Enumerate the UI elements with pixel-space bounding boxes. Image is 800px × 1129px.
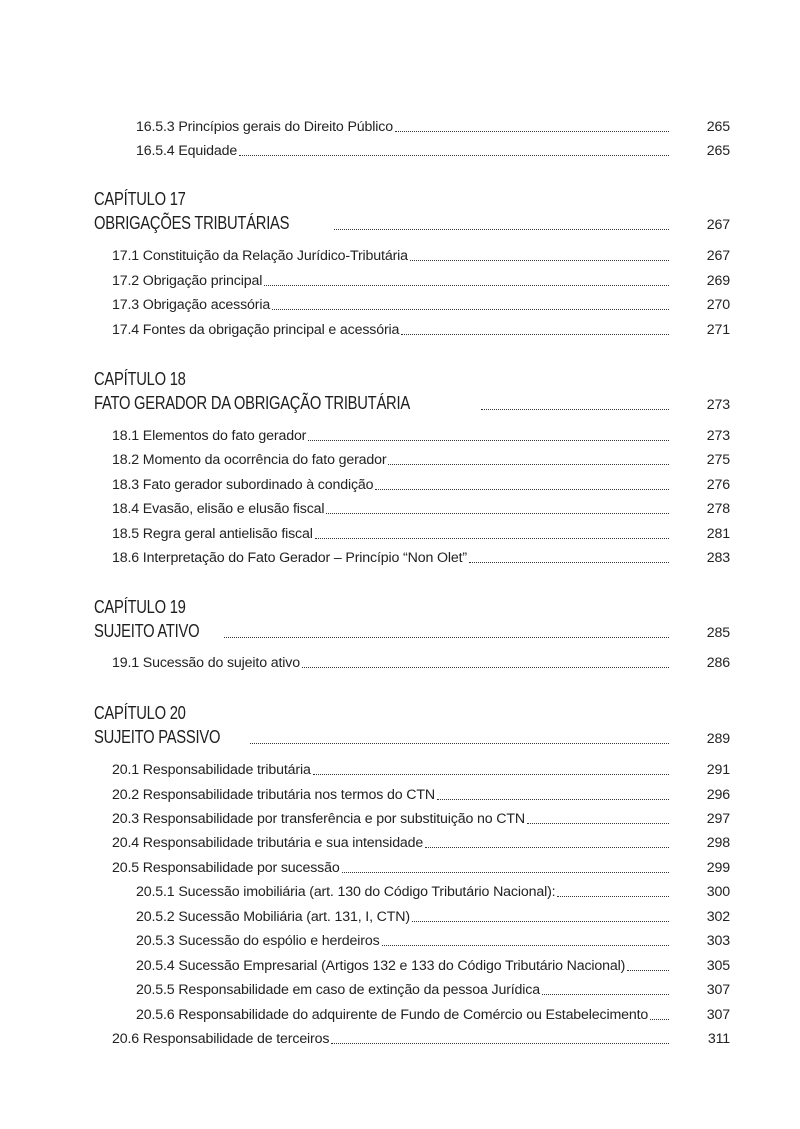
dot-leader [542, 994, 669, 995]
dot-leader [650, 1019, 669, 1020]
toc-entry-label: 18.2 Momento da ocorrência do fato gerador [112, 452, 387, 468]
toc-entry[interactable] [136, 953, 730, 975]
toc-entry[interactable] [112, 830, 730, 852]
chapter-label: CAPÍTULO 19 [94, 597, 186, 617]
dot-leader [410, 260, 669, 261]
toc-entry-label: 20.5.2 Sucessão Mobiliária (art. 131, I, CTN) [136, 909, 410, 925]
toc-entry-page: 298 [706, 835, 730, 851]
dot-leader [412, 921, 669, 922]
dot-leader [527, 823, 669, 824]
toc-entry-label: 20.1 Responsabilidade tributária [112, 762, 311, 778]
dot-leader [239, 155, 669, 156]
toc-entry[interactable] [136, 138, 730, 160]
toc-entry-page: 265 [706, 143, 730, 159]
toc-entry[interactable] [112, 292, 730, 314]
toc-entry-label: 18.1 Elementos do fato gerador [112, 428, 307, 444]
toc-entry[interactable] [112, 317, 730, 339]
toc-entry-label: 20.5.4 Sucessão Empresarial (Artigos 132 e 133 do Código Tributário Nacional) [136, 958, 626, 974]
toc-entry-label: 20.6 Responsabilidade de terceiros [112, 1031, 330, 1047]
toc-entry[interactable] [112, 782, 730, 804]
chapter-label: CAPÍTULO 17 [94, 189, 186, 209]
toc-entry-label: 19.1 Sucessão do sujeito ativo [112, 655, 300, 671]
dot-leader [331, 1043, 669, 1044]
toc-entry-label: 17.3 Obrigação acessória [112, 297, 271, 313]
dot-leader [557, 896, 669, 897]
toc-entry-page: 267 [706, 248, 730, 264]
chapter-page: 285 [706, 625, 730, 641]
toc-entry-page: 269 [706, 273, 730, 289]
dot-leader [395, 131, 669, 132]
dot-leader [315, 538, 669, 539]
toc-entry-label: 17.4 Fontes da obrigação principal e acessória [112, 322, 400, 338]
toc-entry[interactable] [112, 1026, 730, 1048]
toc-entry-label: 20.5.6 Responsabilidade do adquirente de Fundo de Comércio ou Estabelecimento [136, 1007, 649, 1023]
toc-entry[interactable] [112, 757, 730, 779]
toc-entry-label: 20.3 Responsabilidade por transferência e por substituição no CTN [112, 811, 525, 827]
dot-leader [342, 872, 669, 873]
toc-entry-page: 303 [706, 933, 730, 949]
toc-entry[interactable] [136, 879, 730, 901]
dot-leader [308, 440, 669, 441]
toc-entry-label: 20.4 Responsabilidade tributária e sua intensidade [112, 835, 424, 851]
toc-entry[interactable] [112, 423, 730, 445]
chapter-label: CAPÍTULO 20 [94, 703, 186, 723]
dot-leader [250, 743, 669, 744]
dot-leader [469, 562, 669, 563]
toc-entry[interactable] [112, 806, 730, 828]
dot-leader [401, 334, 669, 335]
toc-entry-page: 296 [706, 787, 730, 803]
toc-entry-page: 283 [706, 550, 730, 566]
toc-entry[interactable] [136, 928, 730, 950]
toc-entry-page: 297 [706, 811, 730, 827]
toc-entry-label: 17.2 Obrigação principal [112, 273, 263, 289]
toc-entry-page: 273 [706, 428, 730, 444]
dot-leader [302, 667, 669, 668]
chapter-title: OBRIGAÇÕES TRIBUTÁRIAS [94, 213, 290, 233]
toc-entry-label: 20.2 Responsabilidade tributária nos termos do CTN [112, 787, 435, 803]
toc-entry[interactable] [112, 472, 730, 494]
toc-entry-page: 291 [706, 762, 730, 778]
dot-leader [326, 513, 669, 514]
dot-leader [481, 409, 669, 410]
toc-entry-page: 311 [707, 1031, 730, 1047]
toc-entry-page: 270 [706, 297, 730, 313]
toc-entry-label: 18.5 Regra geral antielisão fiscal [112, 526, 313, 542]
toc-entry-page: 278 [706, 501, 730, 517]
toc-entry-page: 307 [706, 982, 730, 998]
toc-entry-label: 18.6 Interpretação do Fato Gerador – Princípio “Non Olet” [112, 550, 467, 566]
toc-entry-label: 18.4 Evasão, elisão e elusão fiscal [112, 501, 325, 517]
toc-entry-page: 302 [706, 909, 730, 925]
toc-entry-page: 265 [706, 119, 730, 135]
toc-entry-page: 286 [706, 655, 730, 671]
dot-leader [425, 847, 669, 848]
toc-entry[interactable] [112, 496, 730, 518]
toc-entry-page: 271 [706, 322, 730, 338]
toc-entry-page: 307 [706, 1007, 730, 1023]
toc-entry-page: 300 [706, 884, 730, 900]
dot-leader [627, 970, 669, 971]
chapter-page: 267 [706, 217, 730, 233]
dot-leader [437, 799, 669, 800]
chapter-title: SUJEITO ATIVO [94, 621, 200, 641]
dot-leader [264, 285, 669, 286]
toc-entry-label: 20.5 Responsabilidade por sucessão [112, 860, 340, 876]
toc-entry-page: 299 [706, 860, 730, 876]
dot-leader [334, 229, 669, 230]
toc-entry-label: 20.5.3 Sucessão do espólio e herdeiros [136, 933, 380, 949]
toc-entry[interactable] [112, 650, 730, 672]
toc-entry[interactable] [136, 1002, 730, 1024]
toc-entry[interactable] [136, 977, 730, 999]
chapter-title: FATO GERADOR DA OBRIGAÇÃO TRIBUTÁRIA [94, 393, 410, 413]
toc-entry-page: 275 [706, 452, 730, 468]
chapter-title: SUJEITO PASSIVO [94, 727, 221, 747]
toc-entry-label: 18.3 Fato gerador subordinado à condição [112, 477, 374, 493]
chapter-label: CAPÍTULO 18 [94, 369, 186, 389]
toc-entry-page: 276 [706, 477, 730, 493]
chapter-title-entry[interactable] [94, 726, 730, 748]
toc-entry[interactable] [112, 545, 730, 567]
toc-entry[interactable] [112, 855, 730, 877]
dot-leader [272, 309, 669, 310]
toc-entry[interactable] [112, 268, 730, 290]
toc-entry-label: 20.5.1 Sucessão imobiliária (art. 130 do Código Tributário Nacional): [136, 884, 556, 900]
toc-entry-page: 305 [706, 958, 730, 974]
dot-leader [313, 774, 669, 775]
dot-leader [375, 489, 669, 490]
toc-entry[interactable] [136, 904, 730, 926]
chapter-title-entry[interactable] [94, 620, 730, 642]
toc-entry[interactable] [136, 114, 730, 136]
toc-entry-label: 16.5.3 Princípios gerais do Direito Público [136, 119, 393, 135]
toc-entry[interactable] [112, 521, 730, 543]
dot-leader [382, 945, 669, 946]
toc-entry[interactable] [112, 243, 730, 265]
dot-leader [224, 637, 669, 638]
toc-entry-page: 281 [706, 526, 730, 542]
toc-entry-label: 17.1 Constituição da Relação Jurídico-Tributária [112, 248, 408, 264]
toc-entry-label: 16.5.4 Equidade [136, 143, 238, 159]
chapter-page: 289 [706, 731, 730, 747]
toc-entry-label: 20.5.5 Responsabilidade em caso de extinção da pessoa Jurídica [136, 982, 540, 998]
chapter-page: 273 [706, 397, 730, 413]
chapter-title-entry[interactable] [94, 392, 730, 414]
dot-leader [388, 464, 669, 465]
chapter-title-entry[interactable] [94, 212, 730, 234]
toc-entry[interactable] [112, 447, 730, 469]
